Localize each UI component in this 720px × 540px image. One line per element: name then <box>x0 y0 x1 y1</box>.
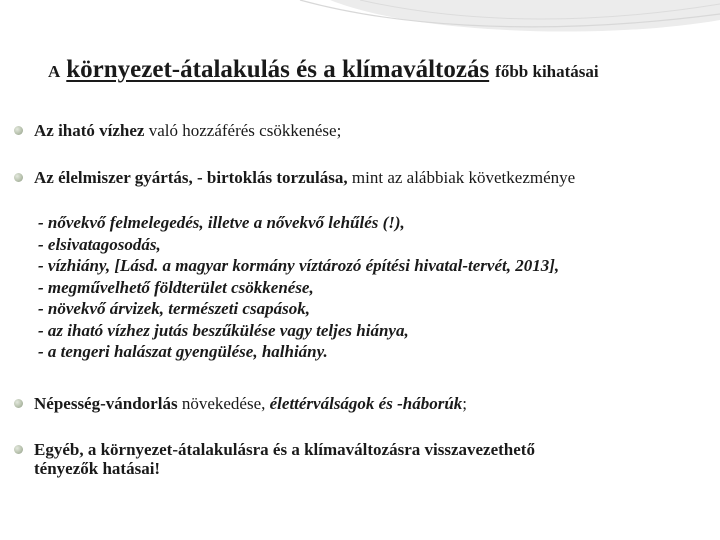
bullet-line-2: tényezők hatásai! <box>34 459 161 478</box>
list-item: - növekvő árvizek, természeti csapások, <box>38 299 310 318</box>
title-suffix: főbb kihatásai <box>495 62 599 81</box>
bullet-end-text: ; <box>462 394 468 413</box>
list-item: - a tengeri halászat gyengülése, halhiány. <box>38 342 328 361</box>
bullet-text <box>34 440 714 478</box>
slide-title <box>48 52 708 91</box>
bullet-normal-text: növekedése, <box>177 394 270 413</box>
list-item: - az iható vízhez jutás beszűkülése vagy teljes hiánya, <box>38 320 409 340</box>
bullet-line-1: Egyéb, a környezet-átalakulásra és a klímaváltozásra visszavezethető <box>34 440 535 459</box>
list-item: - megművelhető földterület csökkenése, <box>38 277 314 297</box>
bullet-icon <box>14 173 23 182</box>
bullet-text <box>34 394 714 413</box>
bullet-icon <box>14 399 23 408</box>
bullet-icon <box>14 445 23 454</box>
bullet-bold-text: Népesség-vándorlás <box>34 394 178 413</box>
list-item: - nővekvő felmelegedés, illetve a nővekvő lehűlés (!), <box>38 213 405 232</box>
consequence-list <box>38 212 708 363</box>
title-main: környezet-átalakulás és a klímaváltozás <box>66 56 490 83</box>
bullet-bold-text: Az élelmiszer gyártás, - birtoklás torzulása, <box>34 168 348 187</box>
bullet-bold-italic-text: élettérválságok és -háborúk <box>269 394 463 413</box>
bullet-normal-text: mint az alábbiak következménye <box>347 168 576 187</box>
title-prefix: A <box>48 62 61 81</box>
top-decoration <box>0 0 720 40</box>
bullet-normal-text: való hozzáférés csökkenése; <box>144 121 342 140</box>
bullet-text <box>34 121 714 140</box>
list-item: - vízhiány, [Lásd. a magyar kormány víztározó építési hivatal-tervét, 2013], <box>38 256 560 275</box>
bullet-text <box>34 168 714 187</box>
bullet-icon <box>14 126 23 135</box>
bullet-bold-text: Az iható vízhez <box>34 121 145 140</box>
list-item: - elsivatagosodás, <box>38 234 161 254</box>
